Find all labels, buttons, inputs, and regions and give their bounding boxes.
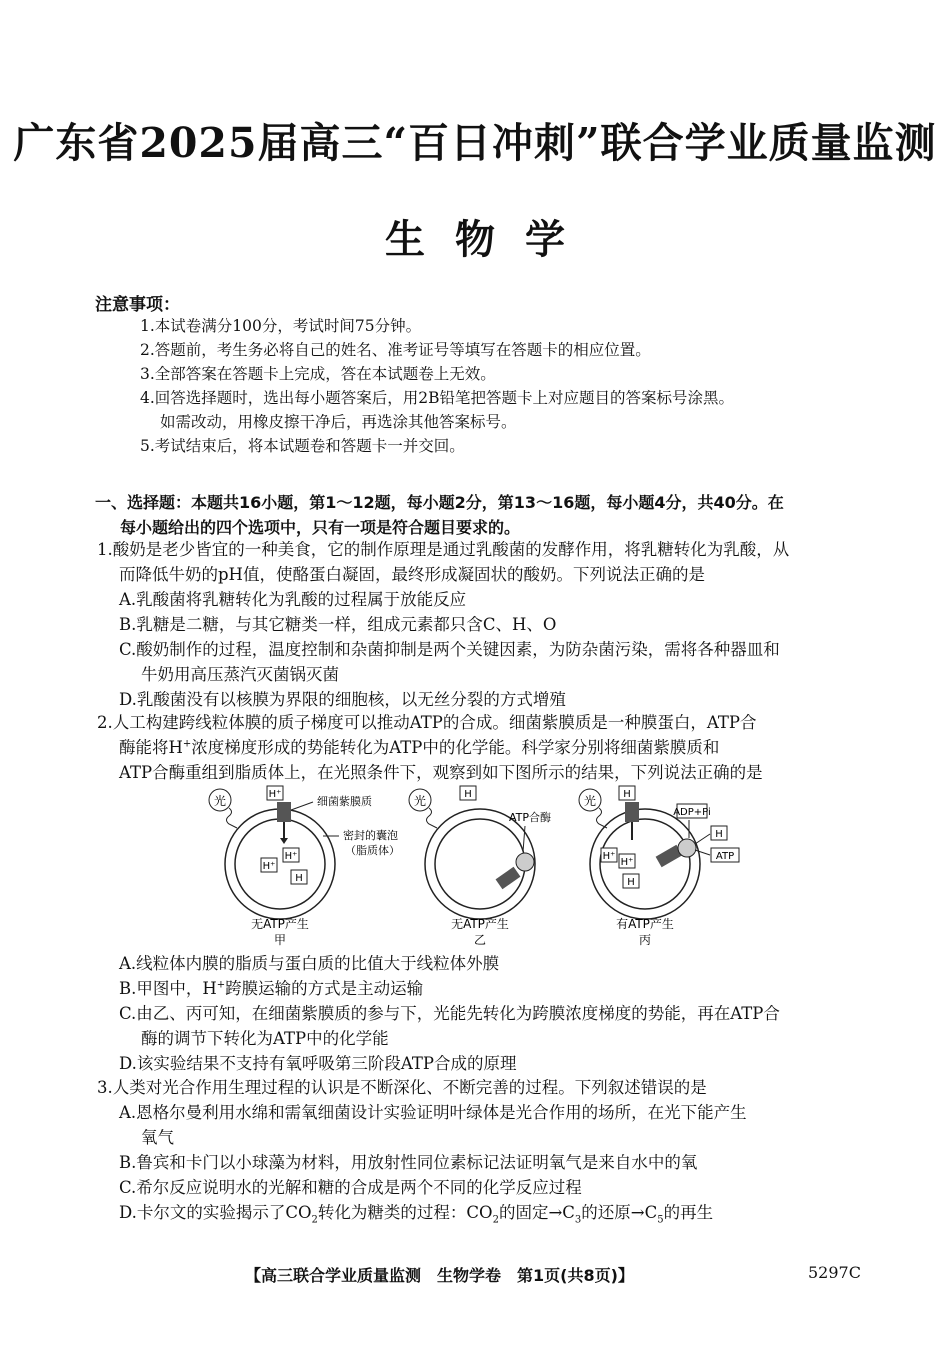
purple-membrane-protein-a [277, 802, 291, 822]
liposome-b-inner [435, 819, 525, 909]
caption-b: 无ATP产生 [451, 917, 509, 931]
atp-synthase-label: ATP合酶 [509, 811, 552, 824]
q2-option-b-text: 跨膜运输的方式是主动运输 [225, 979, 424, 998]
proton-label: H⁺ [620, 857, 634, 868]
arrow-head [280, 838, 288, 844]
liposome-c-outer [590, 809, 700, 919]
q1-option-d: D.乳酸菌没有以核膜为界限的细胞核，以无丝分裂的方式增殖 [119, 690, 566, 709]
notice-item: 如需改动，用橡皮擦干净后，再选涂其他答案标号。 [160, 413, 517, 431]
q3-option-d-text: 的还原→C [581, 1203, 658, 1222]
q2-stem-text: 浓度梯度形成的势能转化为ATP中的化学能。科学家分别将细菌紫膜质和 [191, 738, 720, 757]
q3-stem: 3.人类对光合作用生理过程的认识是不断深化、不断完善的过程。下列叙述错误的是 [97, 1078, 707, 1097]
q3-option-c: C.希尔反应说明水的光解和糖的合成是两个不同的化学反应过程 [119, 1178, 582, 1197]
page-footer: 【高三联合学业质量监测 生物学卷 第1页(共8页)】 [245, 1266, 634, 1285]
vesicle-label: （脂质体） [345, 844, 400, 857]
q3-option-d-text: 的固定→C [498, 1203, 575, 1222]
q1-stem: 1.酸奶是老少皆宜的一种美食，它的制作原理是通过乳酸菌的发酵作用，将乳糖转化为乳酸，从 [97, 540, 790, 559]
exam-title: 广东省2025届高三“百日冲刺”联合学业质量监测 [13, 119, 937, 167]
light-wave-b [427, 808, 438, 828]
light-label: 光 [213, 794, 227, 808]
caption-a: 无ATP产生 [251, 917, 309, 931]
q2-option-c: 酶的调节下转化为ATP中的化学能 [141, 1029, 389, 1048]
q3-option-d-text: 转化为糖类的过程：CO [317, 1203, 493, 1222]
light-label: 光 [583, 794, 597, 808]
light-wave-a [227, 808, 238, 828]
q1-option-b: B.乳糖是二糖，与其它糖类一样，组成元素都只含C、H、O [119, 615, 557, 634]
q1-stem: 而降低牛奶的pH值，使酪蛋白凝固，最终形成凝固状的酸奶。下列说法正确的是 [119, 565, 705, 584]
product-arrow [695, 850, 710, 855]
atp-synthase-head-b [516, 853, 534, 871]
atp-synthase-head-c [678, 839, 696, 857]
question-2 [97, 710, 867, 785]
q1-option-a: A.乳酸菌将乳糖转化为乳酸的过程属于放能反应 [119, 590, 467, 609]
q2-option-a: A.线粒体内膜的脂质与蛋白质的比值大于线粒体外膜 [119, 954, 500, 973]
q2-option-c: C.由乙、丙可知，在细菌紫膜质的参与下，光能先转化为跨膜浓度梯度的势能，再在ATP合 [119, 1004, 780, 1023]
q2-stem [97, 735, 867, 760]
q3-option-d-text: 的再生 [663, 1203, 714, 1222]
notice-list [140, 314, 875, 458]
proton-label: H [715, 829, 723, 840]
q2-stem: ATP合酶重组到脂质体上，在光照条件下，观察到如下图所示的结果，下列说法正确的是 [119, 763, 763, 782]
proton-label: H [295, 873, 303, 884]
leader-line [291, 802, 313, 810]
notice-item: 2.答题前，考生务必将自己的姓名、准考证号等填写在答题卡的相应位置。 [140, 341, 651, 359]
notice-item: 5.考试结束后，将本试题卷和答题卡一并交回。 [140, 437, 465, 455]
notice-item: 3.全部答案在答题卡上完成，答在本试题卷上无效。 [140, 365, 496, 383]
product-arrow [695, 834, 710, 844]
proton-label: H⁺ [268, 789, 282, 800]
subscript: 2 [311, 1214, 318, 1226]
subscript: 3 [574, 1214, 582, 1226]
question-3 [97, 1075, 867, 1225]
liposome-a-outer [225, 809, 335, 919]
proton-label: H [623, 789, 631, 800]
atp-label: ATP [715, 851, 735, 862]
subscript: 2 [492, 1214, 499, 1226]
section-line: 每小题给出的四个选项中，只有一项是符合题目要求的。 [120, 518, 521, 537]
section-heading [95, 490, 865, 540]
liposome-c-inner [600, 819, 690, 909]
proton-label: H [464, 789, 472, 800]
proton-label: H⁺ [284, 851, 298, 862]
q2-option-b-text: B.甲图中，H [119, 979, 217, 998]
label-b: 乙 [473, 933, 487, 947]
notice-heading: 注意事项： [95, 295, 180, 315]
light-label: 光 [413, 794, 427, 808]
superscript-plus: + [216, 979, 226, 991]
question-2-options [97, 951, 867, 1076]
purple-membrane-label: 细菌紫膜质 [317, 795, 372, 808]
q2-stem-text: 酶能将H [119, 738, 183, 757]
exam-code: 5297C [808, 1263, 861, 1282]
notice-item: 4.回答选择题时，选出每小题答案后，用2B铅笔把答题卡上对应题目的答案标号涂黑。 [140, 389, 735, 407]
q3-option-a: 氧气 [141, 1128, 174, 1147]
q3-option-b: B.鲁宾和卡门以小球藻为材料，用放射性同位素标记法证明氧气是来自水中的氧 [119, 1153, 698, 1172]
q3-option-a: A.恩格尔曼利用水绵和需氧细菌设计实验证明叶绿体是光合作用的场所，在光下能产生 [119, 1103, 747, 1122]
q2-option-b [97, 976, 867, 1001]
subscript: 5 [657, 1214, 664, 1226]
purple-membrane-protein-c [625, 802, 639, 822]
caption-c: 有ATP产生 [616, 917, 674, 931]
subject-title: 生物学 [385, 216, 595, 263]
label-c: 丙 [638, 933, 652, 947]
q1-option-c: C.酸奶制作的过程，温度控制和杂菌抑制是两个关键因素，为防杂菌污染，需将各种器皿和 [119, 640, 780, 659]
label-a: 甲 [273, 933, 287, 947]
q2-option-d: D.该实验结果不支持有氧呼吸第三阶段ATP合成的原理 [119, 1054, 517, 1073]
proton-label: H [627, 877, 635, 888]
vesicle-label: 密封的囊泡 [343, 829, 398, 842]
atp-synthase-stalk-b [496, 867, 521, 889]
q3-option-d [97, 1200, 867, 1225]
q1-option-c: 牛奶用高压蒸汽灭菌锅灭菌 [141, 665, 339, 684]
section-line: 一、选择题：本题共16小题，第1～12题，每小题2分，第13～16题，每小题4分，共40分。在 [95, 493, 784, 512]
superscript-plus: + [182, 738, 192, 750]
proton-label: H⁺ [602, 851, 616, 862]
adp-label: ADP+Pi [673, 807, 711, 818]
question-1 [97, 537, 867, 712]
proton-label: H⁺ [262, 861, 276, 872]
notice-item: 1.本试卷满分100分，考试时间75分钟。 [140, 317, 422, 335]
q2-stem: 2.人工构建跨线粒体膜的质子梯度可以推动ATP的合成。细菌紫膜质是一种膜蛋白，ATP合 [97, 713, 757, 732]
liposome-a-inner [235, 819, 325, 909]
q3-option-d-text: D.卡尔文的实验揭示了CO [119, 1203, 312, 1222]
liposome-diagram [205, 782, 745, 950]
